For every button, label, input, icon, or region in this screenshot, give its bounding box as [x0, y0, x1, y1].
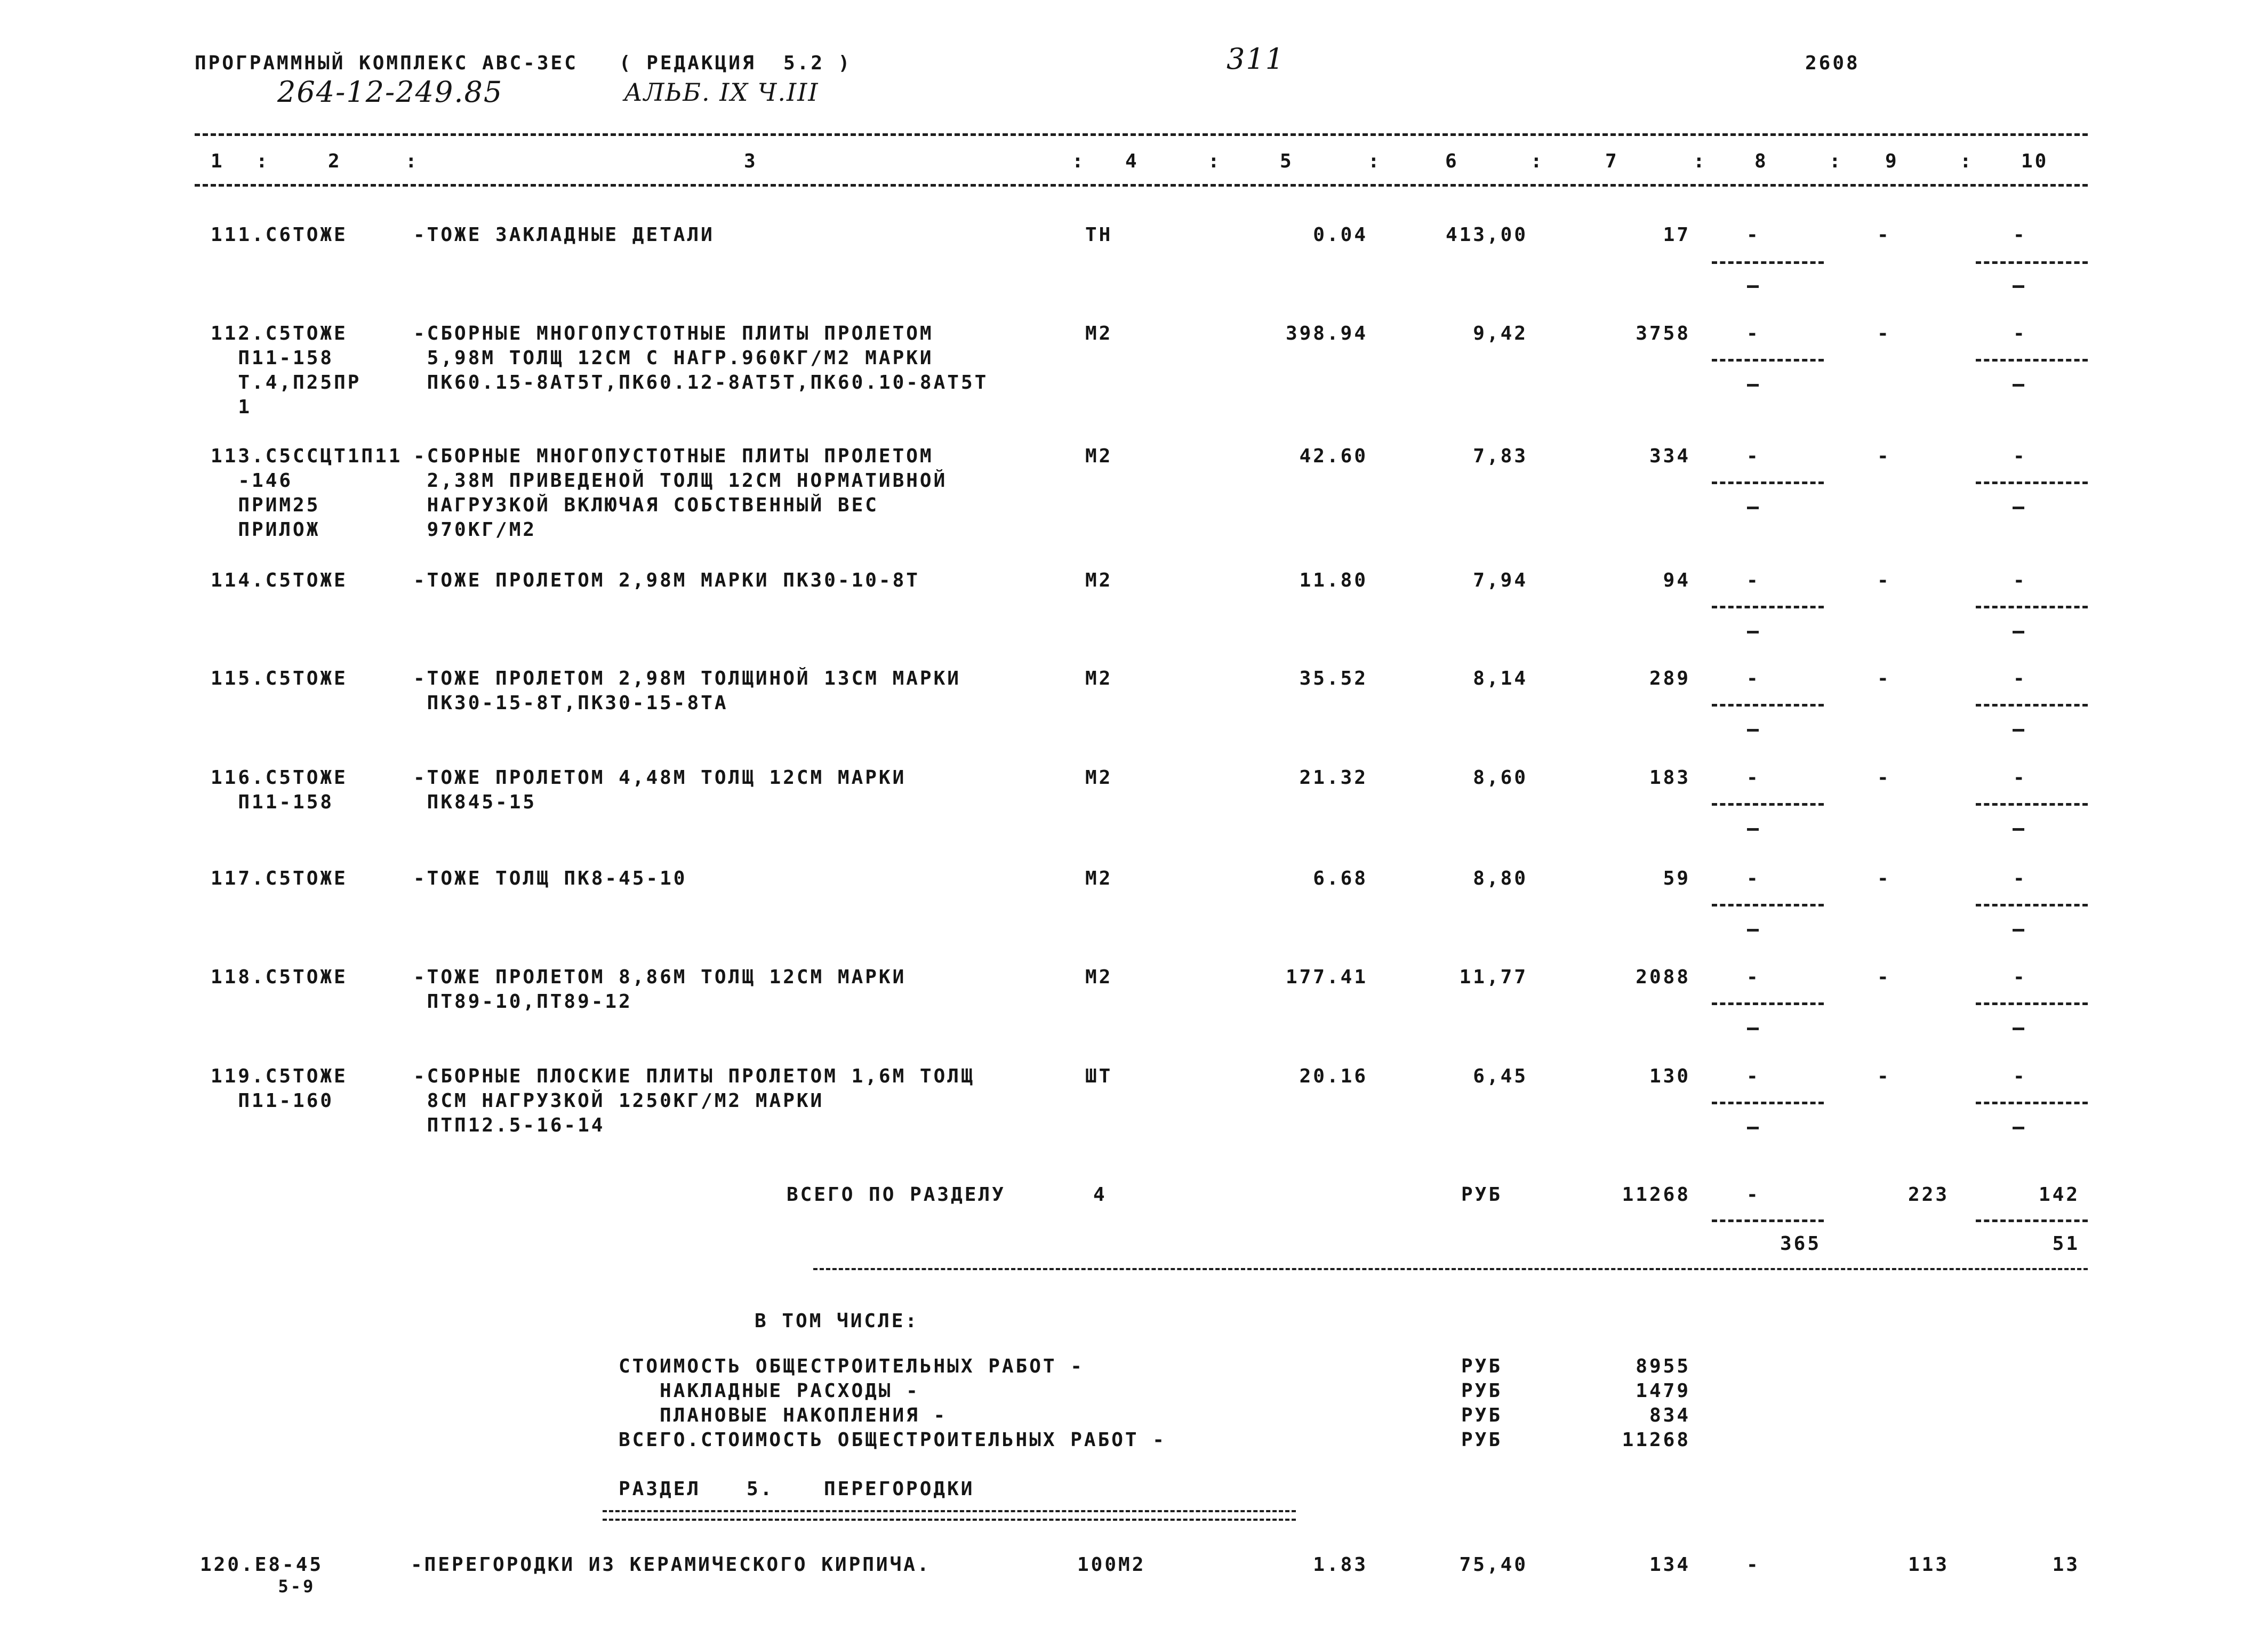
row-col9: -: [1877, 224, 1891, 246]
row-description: ПТ89-10,ПТ89-12: [413, 991, 632, 1013]
row-col10: -: [2013, 1065, 2027, 1087]
cell-dash: [1747, 828, 1759, 831]
row-quantity: 11.80: [1299, 569, 1368, 591]
cell-divider: [1976, 261, 2088, 264]
row-unit-price: 8,80: [1473, 868, 1528, 889]
col-header-5: 5: [1280, 150, 1294, 172]
col-header-9: 9: [1885, 150, 1899, 172]
row-total-cost: 59: [1663, 868, 1690, 889]
row-code: 116.С5ТОЖЕ: [211, 767, 348, 789]
row-total-cost: 17: [1663, 224, 1690, 246]
cell-dash: [1747, 507, 1759, 509]
breakdown-label: НАКЛАДНЫЕ РАСХОДЫ -: [619, 1380, 920, 1402]
col-header-8: 8: [1754, 150, 1768, 172]
cell-dash: [2013, 929, 2024, 932]
row-code: 111.С6ТОЖЕ: [211, 224, 348, 246]
cell-divider: [1712, 704, 1824, 707]
row-quantity: 0.04: [1313, 224, 1368, 246]
col-separator: :: [256, 150, 270, 172]
row-col8: -: [1746, 966, 1760, 988]
row-unit: М2: [1085, 445, 1113, 467]
col-separator: :: [1208, 150, 1222, 172]
row-description: -СБОРНЫЕ МНОГОПУСТОТНЫЕ ПЛИТЫ ПРОЛЕТОМ: [413, 445, 934, 467]
row-col9: -: [1877, 668, 1891, 689]
col-separator: :: [1368, 150, 1382, 172]
row-total-cost: 183: [1649, 767, 1690, 789]
total-col10: 142: [2038, 1184, 2080, 1206]
row-total-cost: 2088: [1636, 966, 1690, 988]
row-col9: 113: [1908, 1554, 1949, 1576]
row-code: 112.С5ТОЖЕ: [211, 323, 348, 344]
cell-dash: [1747, 1028, 1759, 1030]
breakdown-value: 1479: [1636, 1380, 1690, 1402]
cell-divider: [1976, 482, 2088, 484]
breakdown-value: 834: [1649, 1405, 1690, 1426]
row-unit: М2: [1085, 668, 1113, 689]
total-section-number: 4: [1093, 1184, 1107, 1206]
row-code: 1: [211, 396, 252, 418]
row-quantity: 1.83: [1313, 1554, 1368, 1576]
header-rule-bottom: [195, 184, 2088, 187]
cell-dash: [1747, 729, 1759, 732]
row-quantity: 20.16: [1299, 1065, 1368, 1087]
breakdown-value: 8955: [1636, 1355, 1690, 1377]
cell-divider: [1976, 904, 2088, 906]
total-col10-below: 51: [2052, 1233, 2080, 1255]
breakdown-label: ПЛАНОВЫЕ НАКОПЛЕНИЯ -: [619, 1405, 948, 1426]
row-unit-price: 75,40: [1459, 1554, 1528, 1576]
cell-divider: [1712, 803, 1824, 806]
section-label: РАЗДЕЛ: [619, 1478, 701, 1500]
section-underline: [603, 1510, 1296, 1521]
row-col10: -: [2013, 445, 2027, 467]
cell-dash: [1747, 631, 1759, 633]
col-separator: :: [1072, 150, 1086, 172]
row-total-cost: 334: [1649, 445, 1690, 467]
breakdown-label: ВСЕГО.СТОИМОСТЬ ОБЩЕСТРОИТЕЛЬНЫХ РАБОТ -: [619, 1429, 1166, 1451]
row-unit-price: 9,42: [1473, 323, 1528, 344]
row-total-cost: 94: [1663, 569, 1690, 591]
row-col10: -: [2013, 569, 2027, 591]
row-col10: -: [2013, 224, 2027, 246]
row-description: -ТОЖЕ ТОЛЩ ПК8-45-10: [413, 868, 687, 889]
row-col8: -: [1746, 445, 1760, 467]
cell-dash: [2013, 828, 2024, 831]
row-col8: -: [1746, 668, 1760, 689]
row-col9: -: [1877, 445, 1891, 467]
cell-dash: [1747, 384, 1759, 387]
row-code: 5-9: [253, 1576, 316, 1596]
total-unit: РУБ: [1461, 1184, 1503, 1206]
col-header-3: 3: [744, 150, 758, 172]
row-description: -ТОЖЕ ЗАКЛАДНЫЕ ДЕТАЛИ: [413, 224, 715, 246]
cell-divider: [1976, 1219, 2088, 1222]
breakdown-unit: РУБ: [1461, 1405, 1503, 1426]
row-code: П11-160: [211, 1090, 334, 1112]
row-col8: -: [1746, 868, 1760, 889]
section-number: 5.: [747, 1478, 774, 1500]
cell-dash: [2013, 1028, 2024, 1030]
row-unit-price: 8,60: [1473, 767, 1528, 789]
breakdown-unit: РУБ: [1461, 1429, 1503, 1451]
col-separator: :: [1530, 150, 1544, 172]
row-code: 115.С5ТОЖЕ: [211, 668, 348, 689]
row-col8: -: [1746, 1065, 1760, 1087]
cell-divider: [1712, 261, 1824, 264]
cell-dash: [2013, 384, 2024, 387]
row-unit: М2: [1085, 323, 1113, 344]
row-col10: -: [2013, 868, 2027, 889]
row-col10: -: [2013, 966, 2027, 988]
row-unit: ТН: [1085, 224, 1113, 246]
cell-divider: [1976, 1002, 2088, 1005]
row-unit-price: 6,45: [1473, 1065, 1528, 1087]
row-unit-price: 7,83: [1473, 445, 1528, 467]
cell-divider: [1976, 1102, 2088, 1104]
row-description: ПК845-15: [413, 791, 537, 813]
row-code: 119.С5ТОЖЕ: [211, 1065, 348, 1087]
program-title: ПРОГРАММНЫЙ КОМПЛЕКС АВС-3ЕС ( РЕДАКЦИЯ 5.2 ): [195, 52, 852, 74]
row-code: 118.С5ТОЖЕ: [211, 966, 348, 988]
row-code: 120.Е8-45: [200, 1554, 324, 1576]
col-separator: :: [1829, 150, 1843, 172]
album-reference: АЛЬБ. IX Ч.III: [624, 78, 819, 107]
row-col8: -: [1746, 323, 1760, 344]
col-separator: :: [1960, 150, 1974, 172]
cell-divider: [1976, 704, 2088, 707]
row-code: Т.4,П25ПР: [211, 372, 362, 394]
row-code: ПРИМ25: [211, 494, 320, 516]
row-quantity: 398.94: [1285, 323, 1368, 344]
cell-divider: [1712, 606, 1824, 608]
row-description: 2,38М ПРИВЕДЕНОЙ ТОЛЩ 12СМ НОРМАТИВНОЙ: [413, 470, 948, 492]
breakdown-value: 11268: [1622, 1429, 1690, 1451]
cell-dash: [1747, 929, 1759, 932]
row-code: 117.С5ТОЖЕ: [211, 868, 348, 889]
row-description: ПТП12.5-16-14: [413, 1114, 605, 1136]
row-code: ПРИЛОЖ: [211, 519, 320, 541]
row-description: -ТОЖЕ ПРОЛЕТОМ 2,98М МАРКИ ПК30-10-8Т: [413, 569, 920, 591]
row-code: П11-158: [211, 791, 334, 813]
document-code: 2608: [1805, 52, 1860, 74]
col-header-10: 10: [2021, 150, 2049, 172]
row-unit: ШТ: [1085, 1065, 1113, 1087]
row-quantity: 177.41: [1285, 966, 1368, 988]
row-col9: -: [1877, 323, 1891, 344]
project-number: 264-12-249.85: [277, 75, 503, 109]
breakdown-label: СТОИМОСТЬ ОБЩЕСТРОИТЕЛЬНЫХ РАБОТ -: [619, 1355, 1084, 1377]
row-col8: -: [1746, 569, 1760, 591]
row-description: -ТОЖЕ ПРОЛЕТОМ 8,86М ТОЛЩ 12СМ МАРКИ: [413, 966, 907, 988]
row-total-cost: 289: [1649, 668, 1690, 689]
row-description: ПК60.15-8АТ5Т,ПК60.12-8АТ5Т,ПК60.10-8АТ5Т: [413, 372, 989, 394]
row-description: НАГРУЗКОЙ ВКЛЮЧАЯ СОБСТВЕННЫЙ ВЕС: [413, 494, 879, 516]
row-col9: -: [1877, 569, 1891, 591]
row-description: 970КГ/М2: [413, 519, 537, 541]
row-col10: -: [2013, 767, 2027, 789]
row-col9: -: [1877, 1065, 1891, 1087]
row-description: -ПЕРЕГОРОДКИ ИЗ КЕРАМИЧЕСКОГО КИРПИЧА.: [411, 1554, 931, 1576]
row-col10: 13: [2052, 1554, 2080, 1576]
cell-divider: [1712, 1219, 1824, 1222]
header-rule-top: [195, 133, 2088, 136]
total-label: ВСЕГО ПО РАЗДЕЛУ: [787, 1184, 1006, 1206]
cell-divider: [1712, 1102, 1824, 1104]
row-total-cost: 3758: [1636, 323, 1690, 344]
cell-dash: [2013, 631, 2024, 633]
row-unit-price: 8,14: [1473, 668, 1528, 689]
col-header-2: 2: [328, 150, 342, 172]
row-total-cost: 134: [1649, 1554, 1690, 1576]
cell-divider: [1976, 606, 2088, 608]
row-code: П11-158: [211, 347, 334, 369]
cell-dash: [1747, 285, 1759, 288]
row-unit: М2: [1085, 966, 1113, 988]
row-code: 114.С5ТОЖЕ: [211, 569, 348, 591]
row-unit: 100М2: [1077, 1554, 1146, 1576]
section-title: ПЕРЕГОРОДКИ: [824, 1478, 975, 1500]
row-description: -ТОЖЕ ПРОЛЕТОМ 2,98М ТОЛЩИНОЙ 13СМ МАРКИ: [413, 668, 961, 689]
row-unit: М2: [1085, 767, 1113, 789]
row-quantity: 6.68: [1313, 868, 1368, 889]
cell-divider: [1712, 359, 1824, 362]
row-col9: -: [1877, 868, 1891, 889]
row-col9: -: [1877, 966, 1891, 988]
total-col8-below: 365: [1780, 1233, 1821, 1255]
row-quantity: 35.52: [1299, 668, 1368, 689]
cell-dash: [2013, 285, 2024, 288]
total-rule: [813, 1268, 2088, 1270]
cell-dash: [2013, 507, 2024, 509]
row-col8: -: [1746, 224, 1760, 246]
cell-dash: [1747, 1127, 1759, 1129]
cell-dash: [2013, 1127, 2024, 1129]
breakdown-unit: РУБ: [1461, 1380, 1503, 1402]
row-description: 5,98М ТОЛЩ 12СМ С НАГР.960КГ/М2 МАРКИ: [413, 347, 934, 369]
row-unit-price: 7,94: [1473, 569, 1528, 591]
row-description: ПК30-15-8Т,ПК30-15-8ТА: [413, 692, 728, 714]
row-unit: М2: [1085, 868, 1113, 889]
row-col8: -: [1746, 767, 1760, 789]
row-code: -146: [211, 470, 293, 492]
row-unit: М2: [1085, 569, 1113, 591]
row-code: 113.С5ССЦТ1П11: [211, 445, 403, 467]
cell-divider: [1712, 1002, 1824, 1005]
row-description: -ТОЖЕ ПРОЛЕТОМ 4,48М ТОЛЩ 12СМ МАРКИ: [413, 767, 907, 789]
row-description: -СБОРНЫЕ МНОГОПУСТОТНЫЕ ПЛИТЫ ПРОЛЕТОМ: [413, 323, 934, 344]
row-description: -СБОРНЫЕ ПЛОСКИЕ ПЛИТЫ ПРОЛЕТОМ 1,6М ТОЛЩ: [413, 1065, 975, 1087]
row-unit-price: 11,77: [1459, 966, 1528, 988]
total-col8: -: [1746, 1184, 1760, 1206]
breakdown-unit: РУБ: [1461, 1355, 1503, 1377]
row-col9: -: [1877, 767, 1891, 789]
row-total-cost: 130: [1649, 1065, 1690, 1087]
col-separator: :: [1693, 150, 1707, 172]
row-description: 8СМ НАГРУЗКОЙ 1250КГ/М2 МАРКИ: [413, 1090, 824, 1112]
row-col8: -: [1746, 1554, 1760, 1576]
cell-divider: [1976, 803, 2088, 806]
cell-divider: [1712, 482, 1824, 484]
col-separator: :: [405, 150, 419, 172]
row-unit-price: 413,00: [1445, 224, 1528, 246]
total-cost: 11268: [1622, 1184, 1690, 1206]
col-header-7: 7: [1605, 150, 1619, 172]
including-title: В ТОМ ЧИСЛЕ:: [755, 1310, 919, 1332]
col-header-4: 4: [1125, 150, 1139, 172]
cell-divider: [1712, 904, 1824, 906]
col-header-1: 1: [211, 150, 225, 172]
page-number: 311: [1227, 42, 1285, 76]
row-quantity: 21.32: [1299, 767, 1368, 789]
cell-divider: [1976, 359, 2088, 362]
cell-dash: [2013, 729, 2024, 732]
row-col10: -: [2013, 668, 2027, 689]
row-col10: -: [2013, 323, 2027, 344]
col-header-6: 6: [1445, 150, 1459, 172]
row-quantity: 42.60: [1299, 445, 1368, 467]
total-col9: 223: [1908, 1184, 1949, 1206]
